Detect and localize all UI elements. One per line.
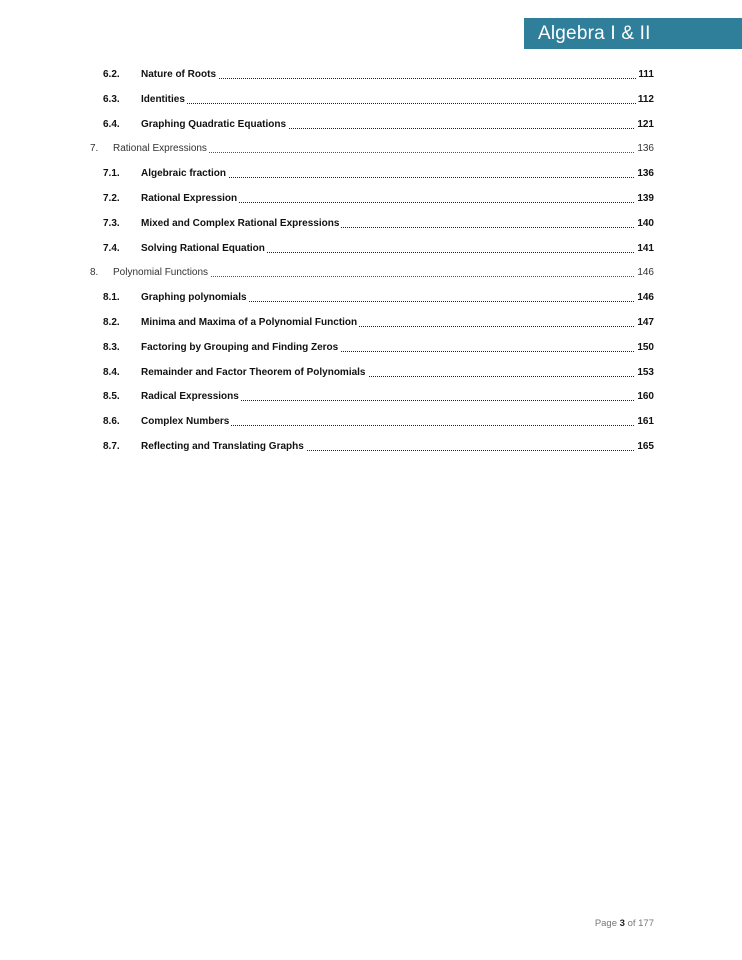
toc-section-entry[interactable] bbox=[0, 162, 742, 187]
toc-entry-page[interactable]: 136 bbox=[635, 162, 654, 187]
toc-entry-page[interactable]: 139 bbox=[635, 187, 654, 212]
toc-entry-page[interactable]: 146 bbox=[635, 261, 654, 286]
toc-entry-page[interactable]: 112 bbox=[636, 88, 654, 113]
toc-entry-number: 8.6. bbox=[103, 416, 120, 428]
toc-entry-title[interactable]: Reflecting and Translating Graphs bbox=[141, 435, 306, 460]
toc-entry-page[interactable]: 153 bbox=[635, 361, 654, 386]
toc-section-entry[interactable] bbox=[0, 385, 742, 410]
toc-entry-title[interactable]: Polynomial Functions bbox=[113, 261, 210, 286]
toc-entry-number: 8.7. bbox=[103, 440, 120, 452]
toc-entry-title[interactable]: Remainder and Factor Theorem of Polynomials bbox=[141, 361, 368, 386]
toc-entry-number: 6.2. bbox=[103, 69, 120, 80]
toc-chapter-entry[interactable] bbox=[0, 261, 742, 286]
toc-section-entry[interactable] bbox=[0, 187, 742, 212]
toc-entry-page[interactable]: 136 bbox=[635, 137, 654, 162]
toc-entry-title[interactable]: Radical Expressions bbox=[141, 385, 241, 410]
toc-entry-title[interactable]: Minima and Maxima of a Polynomial Function bbox=[141, 311, 359, 336]
toc-chapter-entry[interactable] bbox=[0, 137, 742, 162]
toc-entry-number: 8.4. bbox=[103, 366, 120, 378]
toc-entry-page[interactable]: 150 bbox=[635, 336, 654, 361]
toc-entry-title[interactable]: Graphing polynomials bbox=[141, 286, 249, 311]
toc-entry-page[interactable]: 160 bbox=[635, 385, 654, 410]
toc-entry-number: 7.4. bbox=[103, 242, 120, 254]
document-title: Algebra I & II bbox=[538, 23, 651, 44]
toc-entry-page[interactable]: 165 bbox=[635, 435, 654, 460]
toc-entry-title[interactable]: Nature of Roots bbox=[141, 63, 218, 88]
toc-section-entry[interactable] bbox=[0, 286, 742, 311]
table-of-contents bbox=[0, 63, 742, 460]
toc-section-entry[interactable] bbox=[0, 237, 742, 262]
toc-entry-number: 6.3. bbox=[103, 93, 120, 105]
toc-entry-title[interactable]: Rational Expression bbox=[141, 187, 239, 212]
toc-entry-title[interactable]: Rational Expressions bbox=[113, 137, 209, 162]
page-separator: of bbox=[624, 918, 639, 929]
toc-entry-page[interactable]: 146 bbox=[635, 286, 654, 311]
toc-entry-page[interactable]: 161 bbox=[635, 410, 654, 435]
toc-entry-page[interactable]: 141 bbox=[635, 237, 654, 262]
total-pages: 177 bbox=[638, 918, 654, 929]
toc-entry-title[interactable]: Algebraic fraction bbox=[141, 162, 228, 187]
toc-entry-number: 7. bbox=[90, 143, 99, 155]
toc-entry-number: 8.1. bbox=[103, 292, 120, 304]
toc-entry-page[interactable]: 140 bbox=[635, 212, 654, 237]
toc-entry-number: 8.3. bbox=[103, 341, 120, 353]
toc-entry-number: 8. bbox=[90, 267, 99, 279]
toc-section-entry[interactable] bbox=[0, 113, 742, 138]
toc-entry-number: 7.2. bbox=[103, 192, 120, 204]
toc-entry-title[interactable]: Factoring by Grouping and Finding Zeros bbox=[141, 336, 340, 361]
toc-entry-title[interactable]: Complex Numbers bbox=[141, 410, 231, 435]
toc-entry-number: 7.1. bbox=[103, 168, 120, 180]
toc-entry-title[interactable]: Solving Rational Equation bbox=[141, 237, 267, 262]
toc-entry-title[interactable]: Mixed and Complex Rational Expressions bbox=[141, 212, 341, 237]
current-page-number: 3 bbox=[619, 918, 625, 929]
toc-section-entry[interactable] bbox=[0, 435, 742, 460]
toc-entry-number: 8.2. bbox=[103, 316, 120, 328]
toc-section-entry[interactable] bbox=[0, 361, 742, 386]
toc-entry-title[interactable]: Identities bbox=[141, 88, 187, 113]
page-footer bbox=[595, 918, 654, 929]
toc-section-entry[interactable] bbox=[0, 311, 742, 336]
toc-entry-number: 6.4. bbox=[103, 118, 120, 130]
toc-section-entry[interactable] bbox=[0, 88, 742, 113]
toc-entry-page[interactable]: 111 bbox=[636, 63, 654, 88]
toc-section-entry[interactable] bbox=[0, 410, 742, 435]
page-label: Page bbox=[594, 918, 620, 929]
toc-section-entry[interactable] bbox=[0, 63, 742, 88]
toc-entry-title[interactable]: Graphing Quadratic Equations bbox=[141, 113, 288, 138]
toc-section-entry[interactable] bbox=[0, 212, 742, 237]
header-title-tab bbox=[524, 18, 742, 49]
toc-entry-number: 7.3. bbox=[103, 217, 120, 229]
toc-entry-page[interactable]: 147 bbox=[635, 311, 654, 336]
toc-section-entry[interactable] bbox=[0, 336, 742, 361]
toc-entry-number: 8.5. bbox=[103, 391, 120, 403]
toc-dot-leader bbox=[141, 103, 654, 104]
toc-entry-page[interactable]: 121 bbox=[635, 113, 654, 138]
